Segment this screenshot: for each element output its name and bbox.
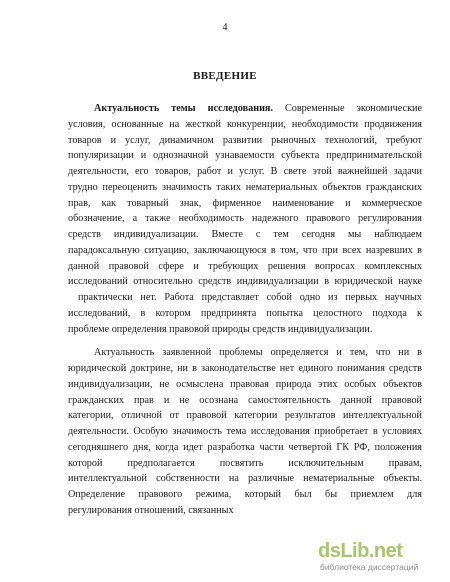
watermark bbox=[318, 540, 438, 574]
paragraph-2-line: интеллектуальной собственности на различные нематериальные объекты. bbox=[68, 473, 422, 485]
paragraph-1-line: трудно переоценить значимость таких нематериальных объектов гражданских bbox=[68, 181, 422, 193]
paragraph-1-line: условия, основанные на жесткой конкуренции, необходимости продвижения bbox=[68, 118, 422, 130]
paragraph-1-line: практически нет. Работа представляет собой одно из первых научных bbox=[78, 292, 422, 303]
paragraph-2-line: деятельности. Особую значимость тема исследования приобретает в условиях bbox=[68, 426, 422, 437]
document-body bbox=[68, 101, 422, 519]
paragraph-gap bbox=[68, 337, 422, 345]
section-title: ВВЕДЕНИЕ bbox=[193, 70, 257, 82]
paragraph-1-line: деятельности, его товаров, работ и услуг. В свете этой важнейшей задачи bbox=[68, 166, 422, 177]
paragraph-1-line: прав, как товарный знак, фирменное наименование и коммерческое bbox=[68, 197, 422, 209]
watermark-subtitle: библиотека диссертаций bbox=[320, 562, 419, 572]
paragraph-2-line: сегодняшнего дня, когда идет разработка части четвертой ГК РФ, положения bbox=[68, 441, 422, 453]
paragraph-2-line: индивидуализации, не осмыслена правовая природа этих особых объектов bbox=[68, 378, 422, 390]
paragraph-1-line: исследований, в котором предпринята попытка целостного подхода к bbox=[68, 307, 422, 319]
paragraph-2-line: категории, отличной от правовой категории результатов интеллектуальной bbox=[68, 410, 422, 422]
paragraph-2-line: гражданских прав и не осознана самостоятельность данной правовой bbox=[68, 394, 422, 406]
paragraph-1-line-1-text: Современные экономические bbox=[284, 103, 422, 114]
paragraph-1-line: товаров и услуг, динамичном развитии рыночных технологий, требуют bbox=[68, 134, 422, 146]
paragraph-1-line: данной правовой сфере и требующих решения вопросах комплексных bbox=[68, 260, 422, 272]
paragraph-1-line: популяризации и однозначной узнаваемости субъекта предпринимательской bbox=[68, 150, 422, 162]
paragraph-1-line: обозначение, а также необходимость надежного правового регулирования bbox=[68, 213, 422, 225]
paragraph-1-line-1 bbox=[68, 101, 422, 117]
page-number: 4 bbox=[222, 22, 228, 33]
paragraph-2-line: юридической доктрине, ни в законодательстве нет единого понимания средств bbox=[68, 363, 422, 374]
paragraph-1-line: проблеме определения правовой природы средств индивидуализации. bbox=[68, 323, 373, 335]
paragraph-1-lead: Актуальность темы исследования. bbox=[94, 103, 273, 114]
paragraph-2-line: Актуальность заявленной проблемы определяется и тем, что ни в bbox=[94, 347, 422, 359]
paragraph-1-line: исследований относительно средств индивидуализации в юридической науке bbox=[68, 276, 422, 288]
paragraph-1-line: парадоксальную ситуацию, заключающуюся в том, что при всех назревших в bbox=[68, 244, 422, 256]
watermark-logo: dsLib.net bbox=[318, 540, 403, 562]
paragraph-1-line: средств индивидуализации. Вместе с тем сегодня мы наблюдаем bbox=[68, 229, 422, 240]
paragraph-2-line: регулирования отношений, связанных bbox=[68, 504, 234, 516]
paragraph-2-line: Определение правового режима, который был бы приемлем для bbox=[68, 489, 422, 500]
paragraph-2-line: которой предполагается посвятить исключительным правам, bbox=[68, 457, 422, 469]
